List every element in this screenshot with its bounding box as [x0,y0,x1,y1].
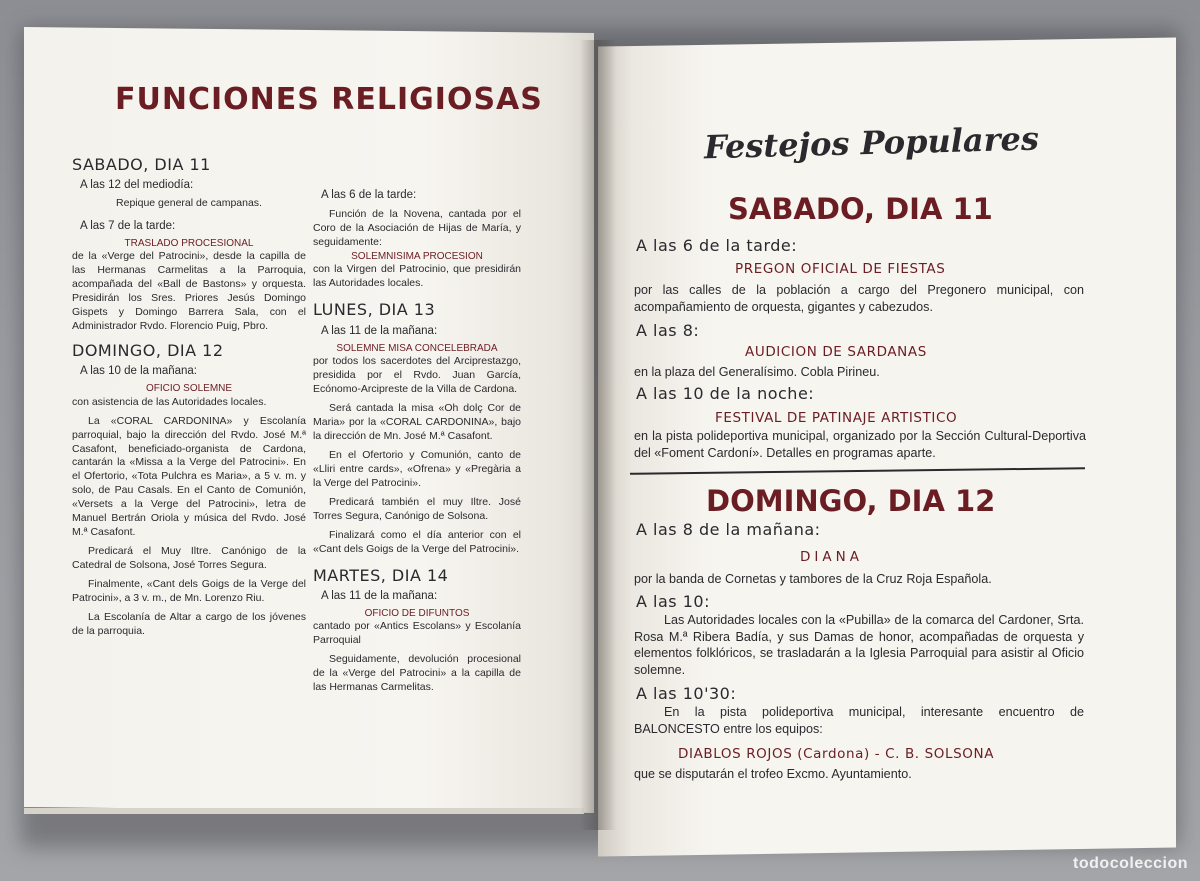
paragraph: Finalmente, «Cant dels Goigs de la Verge del Patrocini», a 3 v. m., de Mn. Lorenzo Riu. [72,578,306,605]
time-label: A las 8: [636,321,700,340]
paragraph: de la «Verge del Patrocini», desde la capilla de las Hermanas Carmelitas a la Parroquia, acompañada del «Ball de Bastons» y orquesta. Presidirán los Sres. Priores Jesús Domingo Gispets y Domingo Barrera Sala, con el Administrador Rvdo. Florencio Puig, Pbro. [72,250,306,332]
paragraph: En el Ofertorio y Comunión, canto de «Lliri entre cards», «Ofrena» y «Pregària a la Verge del Patrocini». [313,448,521,489]
day-heading: LUNES, DIA 13 [313,300,436,320]
time-label: A las 10 de la mañana: [80,365,197,378]
event-title: PREGON OFICIAL DE FIESTAS [735,261,946,277]
paragraph: por la banda de Cornetas y tambores de la Cruz Roja Española. [634,572,992,586]
paragraph: Función de la Novena, cantada por el Coro de la Asociación de Hijas de María, y seguidamente: [313,208,521,249]
day-heading: DOMINGO, DIA 12 [72,340,224,360]
watermark: todocoleccion [1073,855,1188,872]
time-label: A las 10'30: [636,684,737,703]
paragraph: Predicará también el muy Iltre. José Torres Segura, Canónigo de Solsona. [313,495,521,522]
event-title: OFICIO DE DIFUNTOS [364,608,470,620]
paragraph: por todos los sacerdotes del Arciprestazgo, presidida por el Rvdo. Juan García, Ecónomo-Arcipreste de la Villa de Cardona. [313,355,521,396]
left-column-1 [72,150,306,639]
paragraph: que se disputarán el trofeo Excmo. Ayuntamiento. [634,767,912,781]
paragraph: Predicará el Muy Iltre. Canónigo de la Catedral de Solsona, José Torres Segura. [72,545,306,572]
event-title: OFICIO SOLEMNE [145,383,233,395]
paragraph: La «CORAL CARDONINA» y Escolanía parroquial, bajo la dirección del Rvdo. José M.ª Casafont, beneficiado-organista de Cardona, cantarán la «Missa a la Verge del Patrocini». En el Ofertorio, «Tota Pulchra es Maria», a 5 v. m. y solo, de Pau Casals. En el Canto de Comunión, «Versets a la Verge del Patrocini», letra de Manuel Bertrán Oriola y música del Rvdo. José M.ª Casafont. [72,414,306,539]
paragraph: en la pista polideportiva municipal, organizado por la Sección Cultural-Deportiva del «Foment Cardoní». Detalles en programas aparte. [634,429,1086,460]
paragraph: con la Virgen del Patrocinio, que presidirán las Autoridades locales. [313,263,521,290]
left-column-2 [313,150,521,695]
paragraph: en la plaza del Generalísimo. Cobla Pirineu. [634,365,880,379]
page-edge [24,808,584,814]
day-heading: SABADO, DIA 11 [72,155,211,174]
paragraph: En la pista polideportiva municipal, interesante encuentro de BALONCESTO entre los equipos: [634,705,1084,736]
day-heading: MARTES, DIA 14 [313,565,449,585]
time-label: A las 7 de la tarde: [80,219,176,232]
time-label: A las 8 de la mañana: [636,520,821,539]
time-label: A las 6 de la tarde: [636,236,798,255]
time-label: A las 12 del mediodía: [80,179,194,192]
book-gutter [580,40,616,830]
event-title: AUDICION DE SARDANAS [745,344,927,360]
paragraph: Las Autoridades locales con la «Pubilla» de la comarca del Cardoner, Srta. Rosa M.ª Ribera Badía, y sus Damas de honor, acompañadas de orquesta y elementos folklóricos, se trasladarán a la Iglesia Parroquial para asistir al Oficio solemne. [634,613,1084,677]
event-title: DIANA [800,549,863,565]
event-title: SOLEMNE MISA CONCELEBRADA [336,342,498,354]
paragraph: por las calles de la población a cargo del Pregonero municipal, con acompañamiento de orquesta, gigantes y cabezudos. [634,283,1084,314]
time-label: A las 6 de la tarde: [321,189,417,201]
festejos-populares-title: Festejos Populares [703,119,1040,167]
time-label: A las 11 de la mañana: [321,324,438,337]
event-title: DIABLOS ROJOS (Cardona) - C. B. SOLSONA [678,746,995,762]
day-heading: DOMINGO, DIA 12 [706,484,996,518]
paragraph: Repique general de campanas. [116,196,262,209]
paragraph: La Escolanía de Altar a cargo de los jóvenes de la parroquia. [72,610,306,637]
event-title: TRASLADO PROCESIONAL [124,237,254,249]
time-label: A las 11 de la mañana: [321,589,438,602]
paragraph: con asistencia de las Autoridades locales. [72,395,267,408]
day-heading: SABADO, DIA 11 [728,192,993,226]
time-label: A las 10 de la noche: [636,384,815,403]
time-label: A las 10: [636,592,710,611]
paragraph: Finalizará como el día anterior con el «Cant dels Goigs de la Verge del Patrocini». [313,528,521,555]
event-title: FESTIVAL DE PATINAJE ARTISTICO [715,410,958,426]
event-title: SOLEMNISIMA PROCESION [351,251,483,263]
paragraph: cantado por «Antics Escolans» y Escolanía Parroquial [313,620,521,647]
paragraph: Será cantada la misa «Oh dolç Cor de Maria» por la «CORAL CARDONINA», bajo la dirección de Mn. José M.ª Casafont. [313,402,521,442]
funciones-religiosas-title: FUNCIONES RELIGIOSAS [115,82,543,117]
paragraph: Seguidamente, devolución procesional de la «Verge del Patrocini» a la capilla de las Hermanas Carmelitas. [313,653,521,694]
